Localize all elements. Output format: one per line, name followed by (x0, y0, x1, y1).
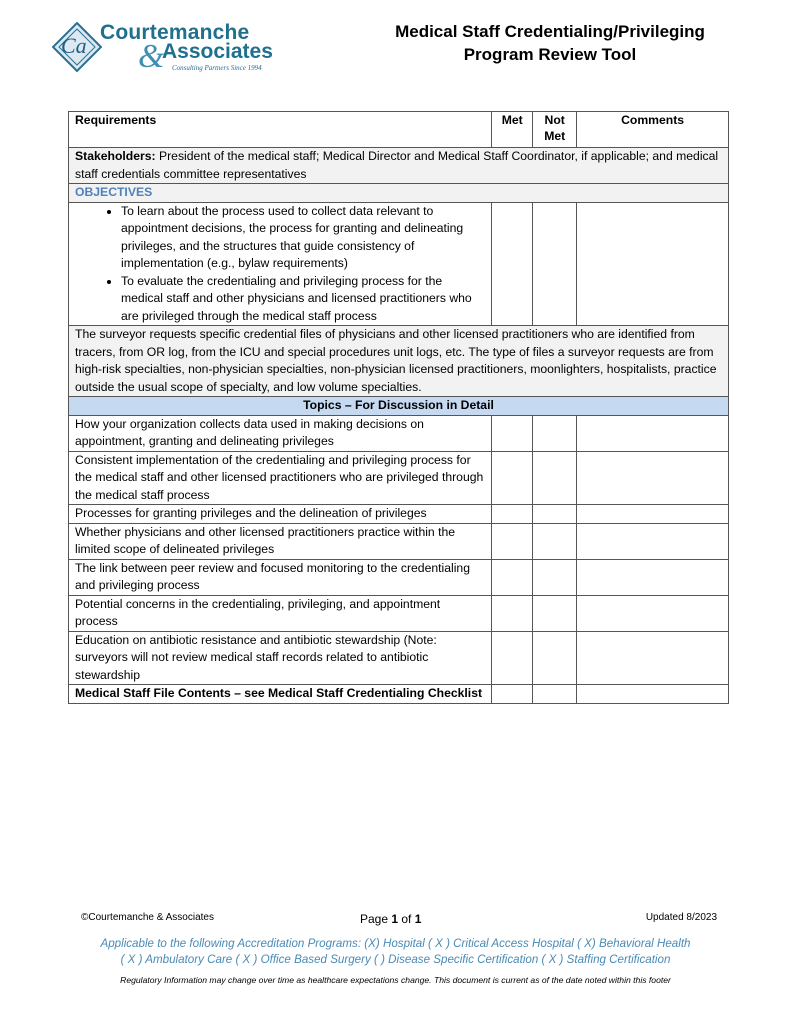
surveyor-row (69, 326, 729, 397)
table-row (69, 631, 729, 685)
met-cell[interactable] (492, 451, 533, 505)
page-of: of (398, 912, 415, 926)
comments-cell[interactable] (577, 631, 729, 685)
topic-text: Potential concerns in the credentialing, privileging, and appointment process (69, 595, 492, 631)
page-prefix: Page (360, 912, 392, 926)
comments-cell[interactable] (577, 202, 729, 326)
objectives-list (75, 203, 485, 326)
not-met-cell[interactable] (533, 685, 577, 704)
file-contents-text: Medical Staff File Contents – see Medical Staff Credentialing Checklist (69, 685, 492, 704)
topic-text: Processes for granting privileges and the delineation of privileges (69, 505, 492, 524)
topic-text: Whether physicians and other licensed practitioners practice within the limited scope of delineated privileges (69, 523, 492, 559)
met-cell[interactable] (492, 523, 533, 559)
comments-cell[interactable] (577, 451, 729, 505)
header-requirements: Requirements (69, 112, 492, 148)
met-cell[interactable] (492, 559, 533, 595)
stakeholders-label: Stakeholders: (75, 149, 156, 163)
table-row (69, 559, 729, 595)
topic-text: Education on antibiotic resistance and antibiotic stewardship (Note: surveyors will not review medical staff records related to antibiotic stewardship (69, 631, 492, 685)
page-current: 1 (391, 912, 399, 926)
topic-text: Consistent implementation of the credentialing and privileging process for the medical staff and other licensed practitioners who are privileged through the medical staff process (69, 451, 492, 505)
table-row (69, 523, 729, 559)
comments-cell[interactable] (577, 595, 729, 631)
met-cell[interactable] (492, 202, 533, 326)
met-cell[interactable] (492, 505, 533, 524)
header-not-met (533, 112, 577, 148)
company-logo (52, 20, 282, 76)
stakeholders-text: President of the medical staff; Medical Director and Medical Staff Coordinator, if applicable; and medical staff credentials committee representatives (75, 149, 719, 181)
topic-text: How your organization collects data used in making decisions on appointment, granting and delineating privileges (69, 415, 492, 451)
logo-name-line2: Associates (162, 40, 273, 63)
not-met-cell[interactable] (533, 595, 577, 631)
document-title (370, 20, 730, 66)
objectives-header-row (69, 184, 729, 203)
not-met-cell[interactable] (533, 505, 577, 524)
footer-page-number (360, 912, 421, 926)
table-row (69, 415, 729, 451)
met-cell[interactable] (492, 595, 533, 631)
met-cell[interactable] (492, 415, 533, 451)
stakeholders-row (69, 148, 729, 184)
footer-updated: Updated 8/2023 (645, 912, 717, 923)
surveyor-text: The surveyor requests specific credential files of physicians and other licensed practitioners who are identified from tracers, from OR log, from the ICU and special procedures unit logs, etc. The type of files a surveyor requests are from high-risk specialties, non-physician specialties, non-physician licensed practitioners, moonlighters, hospitalists, practice outside the usual scope of specialty, and low volume specialties. (69, 326, 729, 397)
comments-cell[interactable] (577, 559, 729, 595)
comments-cell[interactable] (577, 523, 729, 559)
page-total: 1 (414, 912, 422, 926)
document-title-line1: Medical Staff Credentialing/Privileging (395, 22, 705, 41)
footer-applicable-line2: ( X ) Ambulatory Care ( X ) Office Based Surgery ( ) Disease Specific Certification ( X ) Staffing Certification (120, 953, 671, 966)
topic-text: The link between peer review and focused monitoring to the credentialing and privileging process (69, 559, 492, 595)
header-met: Met (492, 112, 533, 148)
footer-applicable-line1: Applicable to the following Accreditation Programs: (X) Hospital ( X ) Critical Access Hospital ( X) Behavioral Health (100, 937, 691, 950)
met-cell[interactable] (492, 685, 533, 704)
not-met-cell[interactable] (533, 415, 577, 451)
objectives-row (69, 202, 729, 326)
logo-name-line1: Courtemanche (100, 21, 250, 44)
table-header-row (69, 112, 729, 148)
objective-item: • To evaluate the credentialing and privileging process for the medical staff and other physicians and licensed practitioners who are privileged through the medical staff process (121, 273, 485, 326)
topics-header: Topics – For Discussion in Detail (69, 397, 729, 416)
table-row (69, 505, 729, 524)
table-row (69, 451, 729, 505)
header-not-met-line1: Not (544, 113, 565, 127)
table-row (69, 595, 729, 631)
not-met-cell[interactable] (533, 523, 577, 559)
table-row (69, 685, 729, 704)
not-met-cell[interactable] (533, 559, 577, 595)
comments-cell[interactable] (577, 415, 729, 451)
comments-cell[interactable] (577, 685, 729, 704)
header-not-met-line2: Met (544, 129, 566, 143)
footer-regulatory-note: Regulatory Information may change over time as healthcare expectations change. This document is current as of the date noted within this footer (120, 975, 671, 985)
topics-header-row (69, 397, 729, 416)
not-met-cell[interactable] (533, 451, 577, 505)
objective-item: • To learn about the process used to collect data relevant to appointment decisions, the process for granting and delineating privileges, and the structures that guide consistency of implementation (e.g., bylaw requirements) (121, 203, 485, 273)
footer-copyright: ©Courtemanche & Associates (81, 912, 214, 923)
logo-monogram: Ca (61, 33, 87, 58)
objectives-label: OBJECTIVES (69, 184, 729, 203)
review-table (68, 111, 729, 704)
stakeholders-cell (69, 148, 729, 184)
logo-ampersand: & (138, 38, 165, 75)
logo-tagline: Consulting Partners Since 1994 (172, 64, 262, 72)
comments-cell[interactable] (577, 505, 729, 524)
met-cell[interactable] (492, 631, 533, 685)
not-met-cell[interactable] (533, 202, 577, 326)
objectives-cell (69, 202, 492, 326)
document-title-line2: Program Review Tool (463, 45, 637, 64)
header-comments: Comments (577, 112, 729, 148)
not-met-cell[interactable] (533, 631, 577, 685)
